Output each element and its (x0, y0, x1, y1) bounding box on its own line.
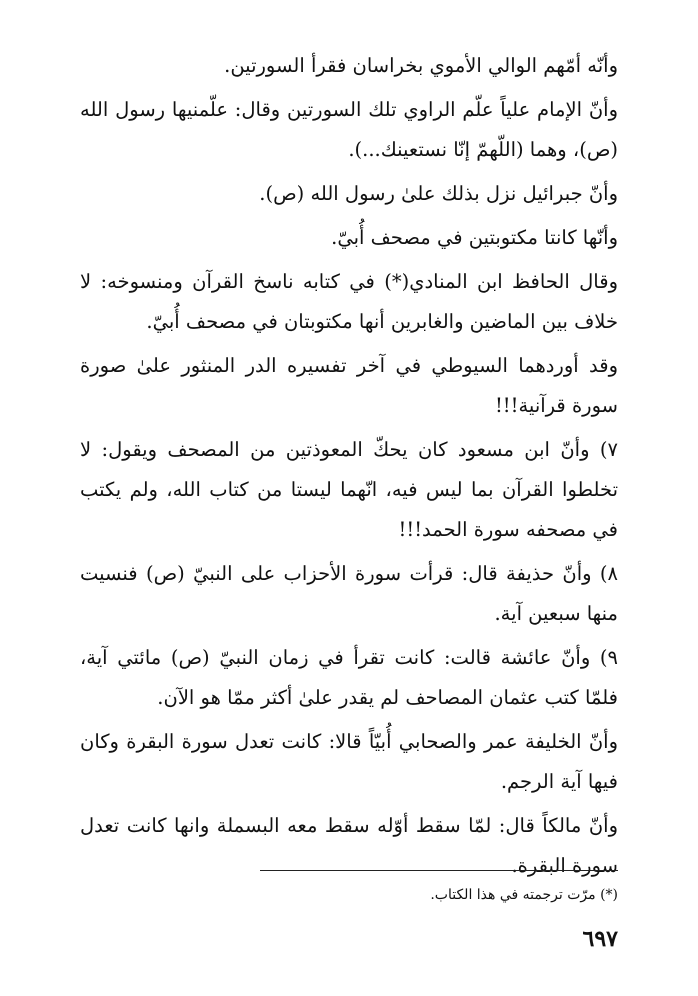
page-number: ٦٩٧ (582, 926, 618, 952)
paragraph-9: ٩) وأنّ عائشة قالت: كانت تقرأ في زمان النبيّ (ص) مائتي آية، فلمّا كتب عثمان المصاحف لم يقدر علىٰ أكثر ممّا هو الآن. (80, 646, 618, 709)
footnote-divider (260, 870, 618, 871)
paragraph-11: وأنّ مالكاً قال: لمّا سقط أوّله سقط معه البسملة وانها كانت تعدل سورة البقرة. (80, 814, 618, 877)
paragraph-6: وقد أوردهما السيوطي في آخر تفسيره الدر المنثور علىٰ صورة سورة قرآنية!!! (80, 354, 618, 417)
paragraph-4: وأنّها كانتا مكتوبتين في مصحف أُبيّ. (331, 226, 618, 249)
paragraph-2: وأنّ الإمام علياً علّم الراوي تلك السورتين وقال: علّمنيها رسول الله (ص)، وهما (اللّهمّ إنّا نستعينك...). (80, 98, 618, 161)
paragraph-8: ٨) وأنّ حذيفة قال: قرأت سورة الأحزاب على النبيّ (ص) فنسيت منها سبعين آية. (80, 562, 618, 625)
footnote: (*) مرّت ترجمته في هذا الكتاب. (430, 887, 618, 903)
paragraph-7: ٧) وأنّ ابن مسعود كان يحكّ المعوذتين من المصحف ويقول: لا تخلطوا القرآن بما ليس فيه، انّهما ليستا من كتاب الله، ولم يكتب في مصحفه سورة الحمد!!! (80, 438, 618, 541)
paragraph-1: وأنّه أمّهم الوالي الأموي بخراسان فقرأ السورتين. (224, 54, 618, 77)
page-body (80, 46, 618, 890)
paragraph-3: وأنّ جبرائيل نزل بذلك علىٰ رسول الله (ص). (259, 182, 618, 205)
paragraph-5: وقال الحافظ ابن المنادي(*) في كتابه ناسخ القرآن ومنسوخه: لا خلاف بين الماضين والغابرين أنها مكتوبتان في مصحف أُبيّ. (80, 270, 618, 333)
paragraph-10: وأنّ الخليفة عمر والصحابي أُبيّاً قالا: كانت تعدل سورة البقرة وكان فيها آية الرجم. (80, 730, 618, 793)
